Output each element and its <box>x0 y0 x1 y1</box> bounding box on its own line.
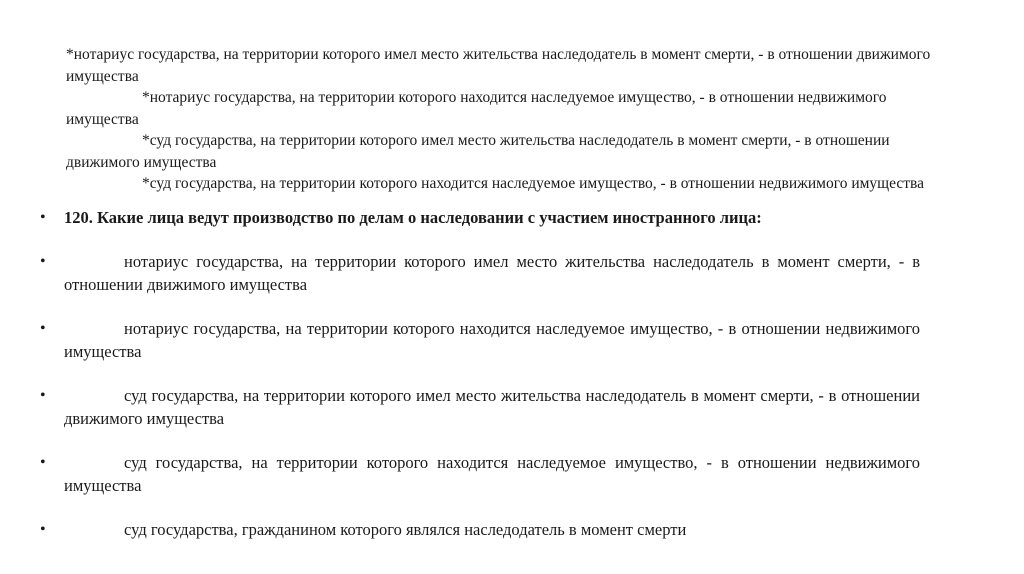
bullet-icon: • <box>40 320 46 337</box>
answer-option <box>40 451 920 497</box>
bullet-icon: • <box>40 209 46 226</box>
bullet-icon: • <box>40 454 46 471</box>
answer-option <box>40 317 920 363</box>
answer-option-text: нотариус государства, на территории которого находится наследуемое имущество, - в отношении недвижимого имущества <box>64 319 920 361</box>
previous-answer-line: *нотариус государства, на территории которого находится наследуемое имущество, - в отношении недвижимого имущества <box>66 89 887 128</box>
answer-option-text: суд государства, на территории которого имел место жительства наследодатель в момент смерти, - в отношении движимого имущества <box>64 386 920 428</box>
answer-options-list <box>40 250 920 562</box>
answer-option-text: нотариус государства, на территории которого имел место жительства наследодатель в момент смерти, - в отношении движимого имущества <box>64 252 920 294</box>
answer-option-text: суд государства, на территории которого находится наследуемое имущество, - в отношении недвижимого имущества <box>64 453 920 495</box>
answer-option <box>40 518 920 541</box>
question-heading <box>40 207 940 229</box>
answer-option-text: суд государства, гражданином которого являлся наследодатель в момент смерти <box>124 520 687 539</box>
previous-answer-line: *суд государства, на территории которого находится наследуемое имущество, - в отношении недвижимого имущества <box>142 175 925 192</box>
previous-answer-block <box>66 44 946 195</box>
bullet-icon: • <box>40 387 46 404</box>
question-text: 120. Какие лица ведут производство по делам о наследовании с участием иностранного лица: <box>64 208 762 227</box>
previous-answer-line: *нотариус государства, на территории которого имел место жительства наследодатель в момент смерти, - в отношении движимого имущества <box>66 46 931 85</box>
bullet-icon: • <box>40 521 46 538</box>
bullet-icon: • <box>40 253 46 270</box>
answer-option <box>40 384 920 430</box>
answer-option <box>40 250 920 296</box>
previous-answer-line: *суд государства, на территории которого имел место жительства наследодатель в момент смерти, - в отношении движимого имущества <box>66 132 890 171</box>
